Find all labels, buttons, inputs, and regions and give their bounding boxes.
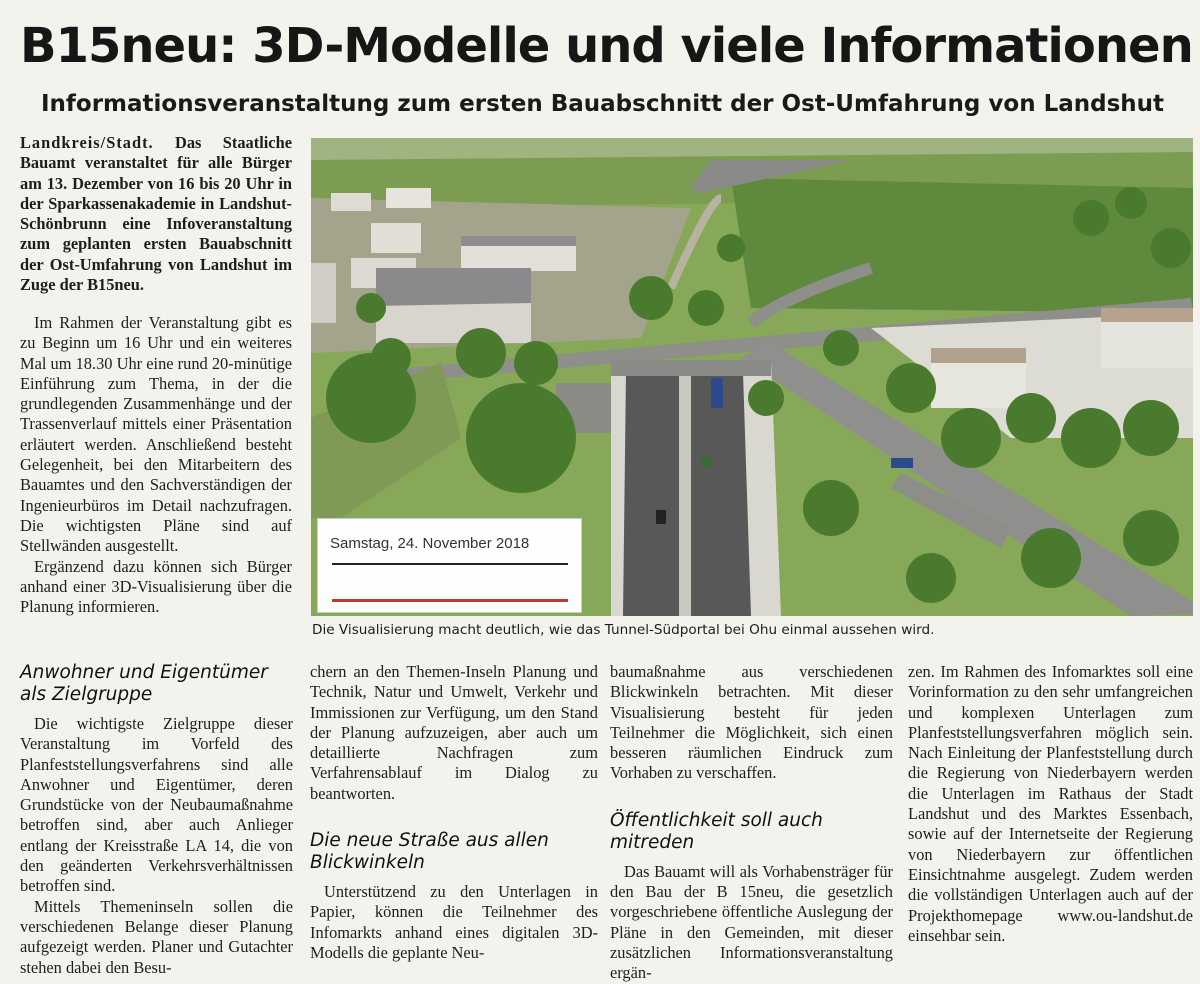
section-heading-1: Anwohner und Eigentümer als Zielgruppe bbox=[20, 662, 268, 705]
column-c bbox=[610, 662, 893, 984]
section1-paragraph-2: Mittels Themeninseln sollen die verschiedenen Belange dieser Planung aufgezeigt werden. Planer und Gutachter stehen dabei den Besu- bbox=[20, 896, 293, 977]
column-a bbox=[20, 662, 293, 978]
date-stamp-box bbox=[317, 518, 582, 613]
section1-paragraph-1: Die wichtigste Zielgruppe dieser Veranstaltung im Vorfeld des Planfeststellungsverfahrens sind alle Anwohner und Eigentümer, deren Grundstücke von der Neubaumaßnahme betroffen sind, aber auch Anlieger entlang der Kreisstraße LA 14, die von den geänderten Verkehrsverhältnissen betroffen sind. bbox=[20, 714, 293, 896]
colC-paragraph-1: baumaßnahme aus verschiedenen Blickwinkeln betrachten. Mit dieser Visualisierung besteht für jeden Teilnehmer die Möglichkeit, sich einen besseren räumlichen Eindruck zum Vorhaben zu verschaffen. bbox=[610, 662, 893, 783]
body-paragraph-2: Ergänzend dazu können sich Bürger anhand einer 3D-Visualisierung über die Planung informieren. bbox=[20, 556, 292, 617]
body-paragraph-1: Im Rahmen der Veranstaltung gibt es zu Beginn um 16 Uhr und ein weiteres Mal um 18.30 Uhr eine rund 20-minütige Einführung zum Thema, in der die grundlegenden Zusammenhänge und der Trassenverlauf mittels einer Präsentation erläutert werden. Anschließend besteht Gelegenheit, bei den Mitarbeitern des Bauamtes und den Sachverständigen der Ingenieurbüros im Detail nachzufragen. Die wichtigsten Pläne sind auf Stellwänden ausgestellt. bbox=[20, 313, 292, 556]
lead-kicker: Landkreis/Stadt. bbox=[20, 133, 154, 152]
article-headline: B15neu: 3D-Modelle und viele Informationen bbox=[20, 18, 1193, 74]
section2-paragraph-1: Unterstützend zu den Unterlagen in Papier, können die Teilnehmer des Infomarkts anhand eines digitalen 3D-Modells die geplante Neu- bbox=[310, 882, 598, 962]
date-stamp: Samstag, 24. November 2018 bbox=[330, 535, 530, 552]
section-heading-2: Die neue Straße aus allen Blickwinkeln bbox=[310, 830, 549, 874]
section-heading-3: Öffentlichkeit soll auch mitreden bbox=[610, 809, 823, 853]
column-b bbox=[310, 662, 598, 963]
body-column-intro bbox=[20, 313, 292, 617]
date-stamp-rule bbox=[332, 563, 568, 565]
article-subheadline: Informationsveranstaltung zum ersten Bauabschnitt der Ost-Umfahrung von Landshut bbox=[40, 91, 1165, 117]
date-stamp-red-rule bbox=[332, 599, 568, 602]
colB-paragraph-1: chern an den Themen-Inseln Planung und Technik, Natur und Umwelt, Verkehr und Immissionen zur Verfügung, um den Stand der Planung aufzuzeigen, aber auch um detaillierte Nachfragen zum Verfahrensablauf im Dialog zu beantworten. bbox=[310, 662, 598, 803]
photo-caption: Die Visualisierung macht deutlich, wie das Tunnel-Südportal bei Ohu einmal aussehen wird. bbox=[312, 622, 935, 638]
column-d bbox=[908, 662, 1193, 946]
colD-paragraph-1: zen. Im Rahmen des Infomarktes soll eine Vorinformation zu den sehr umfangreichen und komplexen Unterlagen zum Planfeststellungsverfahren möglich sein. Nach Einleitung der Planfeststellung durch die Regierung von Niederbayern werden die Unterlagen im Rathaus der Stadt Landshut und des Marktes Essenbach, sowie auf der Internetseite der Regierung von Niederbayern zur öffentlichen Einsichtnahme ausgelegt. Zudem werden die vollständigen Unterlagen auch auf der Projekthomepage www.ou-landshut.de einsehbar sein. bbox=[908, 662, 1193, 945]
lead-text: Das Staatliche Bauamt veranstaltet für alle Bürger am 13. Dezember von 16 bis 20 Uhr in der Sparkassenakademie in Landshut-Schönbrunn eine Infoveranstaltung zum geplanten ersten Bauabschnitt der Ost-Umfahrung von Landshut im Zuge der B15neu. bbox=[20, 133, 292, 295]
lead-paragraph bbox=[20, 133, 292, 295]
section3-paragraph-1: Das Bauamt will als Vorhabensträger für den Bau der B 15neu, die gesetzlich vorgeschriebene öffentliche Auslegung der Pläne in den Gemeinden, mit dieser zusätzlichen Informationsveranstaltung ergän- bbox=[610, 861, 893, 983]
